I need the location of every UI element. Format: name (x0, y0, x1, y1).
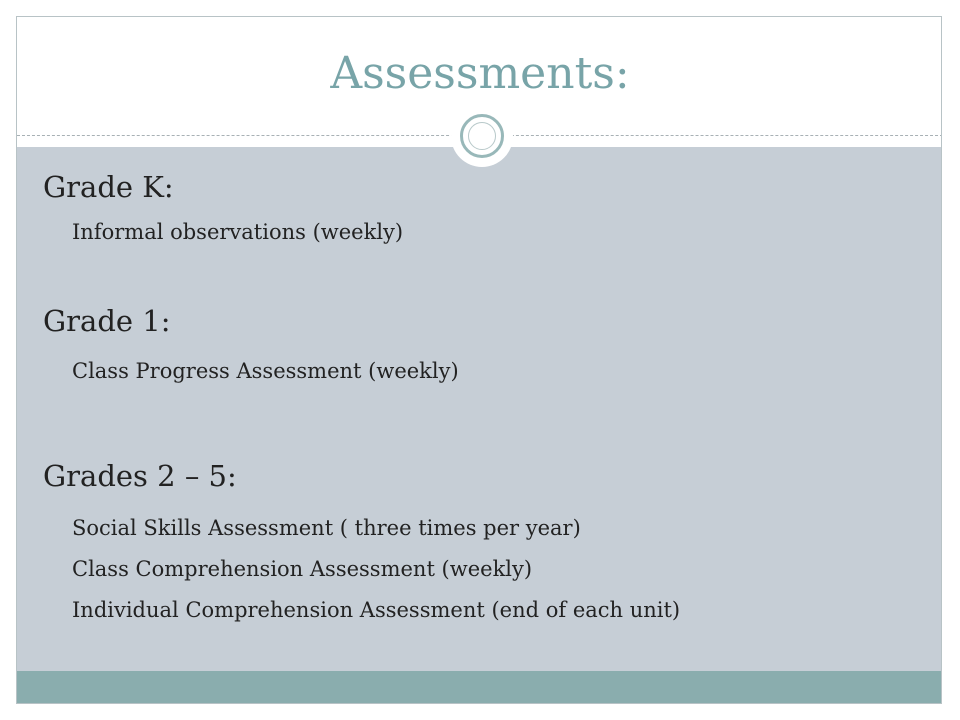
circle-ornament-icon (451, 105, 513, 167)
section-heading-grade-1: Grade 1: (43, 304, 171, 338)
ring-icon (460, 114, 504, 158)
assessment-item: Class Comprehension Assessment (weekly) (72, 557, 533, 581)
section-heading-grades-2-5: Grades 2 – 5: (43, 459, 237, 493)
inner-ring-icon (468, 122, 496, 150)
slide (16, 16, 942, 704)
assessment-item: Social Skills Assessment ( three times per year) (72, 516, 581, 540)
footer-bar (17, 671, 942, 704)
content-area (17, 147, 942, 671)
assessment-item: Class Progress Assessment (weekly) (72, 359, 459, 383)
slide-title: Assessments: (330, 48, 630, 99)
assessment-item: Informal observations (weekly) (72, 220, 404, 244)
assessment-item: Individual Comprehension Assessment (end of each unit) (72, 598, 681, 622)
section-heading-grade-k: Grade K: (43, 170, 174, 204)
